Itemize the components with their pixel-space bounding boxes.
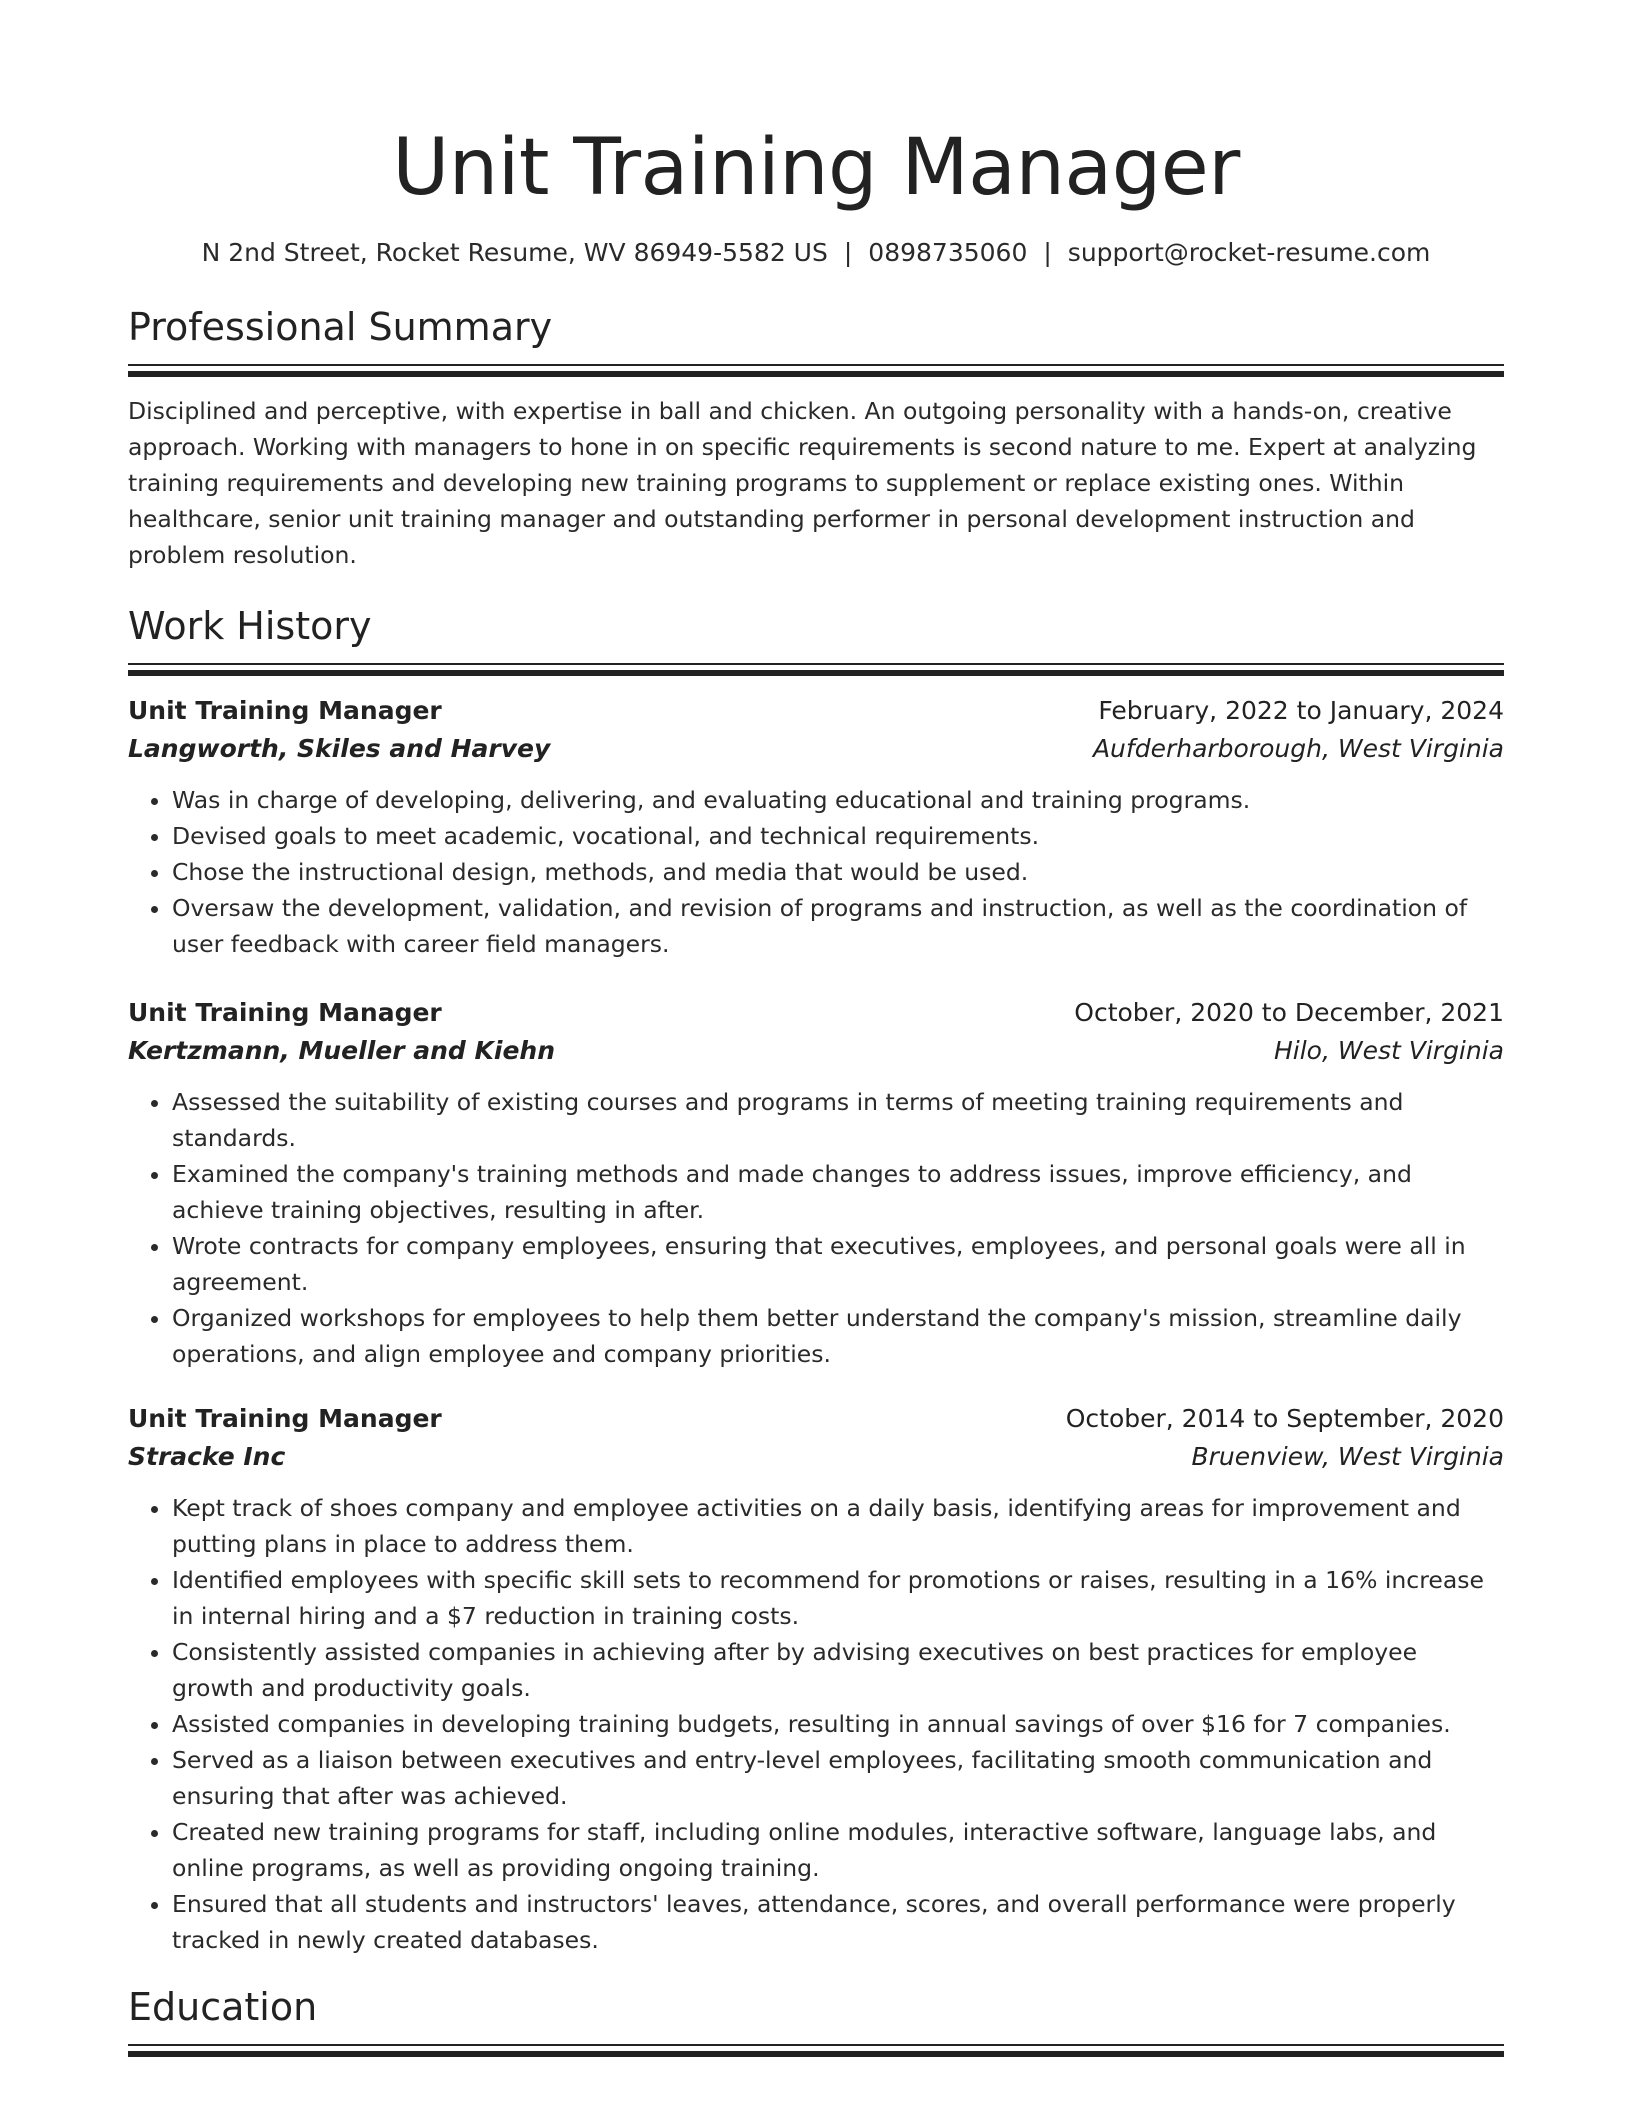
section-title-education: Education [128, 1985, 318, 2029]
job-bullet: • Organized workshops for employees to help them better understand the company's mission, streamline daily operations, and align employee and company priorities. [172, 1300, 1504, 1372]
section-divider [128, 2044, 1504, 2057]
job-bullets [128, 1490, 1504, 1958]
section-title-summary: Professional Summary [128, 305, 553, 349]
section-divider [128, 663, 1504, 676]
job-location: Hilo, West Virginia [1273, 1036, 1504, 1065]
job-bullets [128, 1084, 1504, 1372]
summary-text: Disciplined and perceptive, with expertise in ball and chicken. An outgoing personality with a hands-on, creative approach. Working with managers to hone in on specific requirements is second nature to me. Expert at analyzing training requirements and developing new training programs to supplement or replace existing ones. Within healthcare, senior unit training manager and outstanding performer in personal development instruction and problem resolution. [128, 397, 1477, 569]
job-bullet: • Wrote contracts for company employees, ensuring that executives, employees, and personal goals were all in agreement. [172, 1228, 1504, 1300]
job-bullet: • Devised goals to meet academic, vocational, and technical requirements. [172, 818, 1504, 854]
job-bullet: • Chose the instructional design, methods, and media that would be used. [172, 854, 1504, 890]
job-subheader [128, 1438, 1504, 1476]
job-entry [128, 994, 1504, 1372]
contact-address: N 2nd Street, Rocket Resume, WV 86949-5582 US [201, 238, 828, 267]
job-dates: February, 2022 to January, 2024 [1098, 696, 1504, 725]
work-history-section [128, 601, 1504, 1958]
contact-separator: | [1043, 238, 1052, 267]
job-bullet: • Consistently assisted companies in achieving after by advising executives on best practices for employee growth and productivity goals. [172, 1634, 1504, 1706]
job-subheader [128, 730, 1504, 768]
contact-separator: | [843, 238, 853, 267]
job-bullet: • Served as a liaison between executives and entry-level employees, facilitating smooth communication and ensuring that after was achieved. [172, 1742, 1504, 1814]
contact-line [128, 236, 1504, 270]
job-subheader [128, 1032, 1504, 1070]
resume-name: Unit Training Manager [392, 123, 1240, 213]
section-title-work-history: Work History [128, 604, 372, 648]
job-bullet: • Was in charge of developing, delivering, and evaluating educational and training programs. [172, 782, 1504, 818]
education-section [128, 1982, 1504, 2057]
job-header [128, 692, 1504, 730]
job-bullet: • Identified employees with specific skill sets to recommend for promotions or raises, resulting in a 16% increase in internal hiring and a $7 reduction in training costs. [172, 1562, 1504, 1634]
section-divider [128, 364, 1504, 377]
job-location: Aufderharborough, West Virginia [1092, 734, 1504, 763]
resume-page [128, 0, 1504, 2057]
job-bullets [128, 782, 1504, 962]
summary-section [128, 302, 1504, 573]
job-entry [128, 1400, 1504, 1958]
contact-phone: 0898735060 [868, 238, 1028, 267]
job-dates: October, 2014 to September, 2020 [1065, 1404, 1504, 1433]
job-bullet: • Assisted companies in developing training budgets, resulting in annual savings of over $16 for 7 companies. [172, 1706, 1504, 1742]
job-location: Bruenview, West Virginia [1191, 1442, 1504, 1471]
contact-email[interactable]: support@rocket-resume.com [1067, 238, 1431, 267]
job-dates: October, 2020 to December, 2021 [1074, 998, 1504, 1027]
job-bullet: • Assessed the suitability of existing courses and programs in terms of meeting training requirements and standards. [172, 1084, 1504, 1156]
job-company: Stracke Inc [128, 1442, 286, 1471]
job-company: Kertzmann, Mueller and Kiehn [128, 1036, 556, 1065]
job-company: Langworth, Skiles and Harvey [128, 734, 551, 763]
job-title: Unit Training Manager [128, 998, 442, 1027]
job-bullet: • Created new training programs for staff, including online modules, interactive software, language labs, and online programs, as well as providing ongoing training. [172, 1814, 1504, 1886]
job-title: Unit Training Manager [128, 1404, 442, 1433]
job-bullet: • Ensured that all students and instructors' leaves, attendance, scores, and overall performance were properly tracked in newly created databases. [172, 1886, 1504, 1958]
job-bullet: • Oversaw the development, validation, and revision of programs and instruction, as well as the coordination of user feedback with career field managers. [172, 890, 1504, 962]
job-bullet: • Examined the company's training methods and made changes to address issues, improve efficiency, and achieve training objectives, resulting in after. [172, 1156, 1504, 1228]
job-title: Unit Training Manager [128, 696, 442, 725]
job-entry [128, 692, 1504, 962]
job-bullet: • Kept track of shoes company and employee activities on a daily basis, identifying areas for improvement and putting plans in place to address them. [172, 1490, 1504, 1562]
job-header [128, 1400, 1504, 1438]
job-header [128, 994, 1504, 1032]
